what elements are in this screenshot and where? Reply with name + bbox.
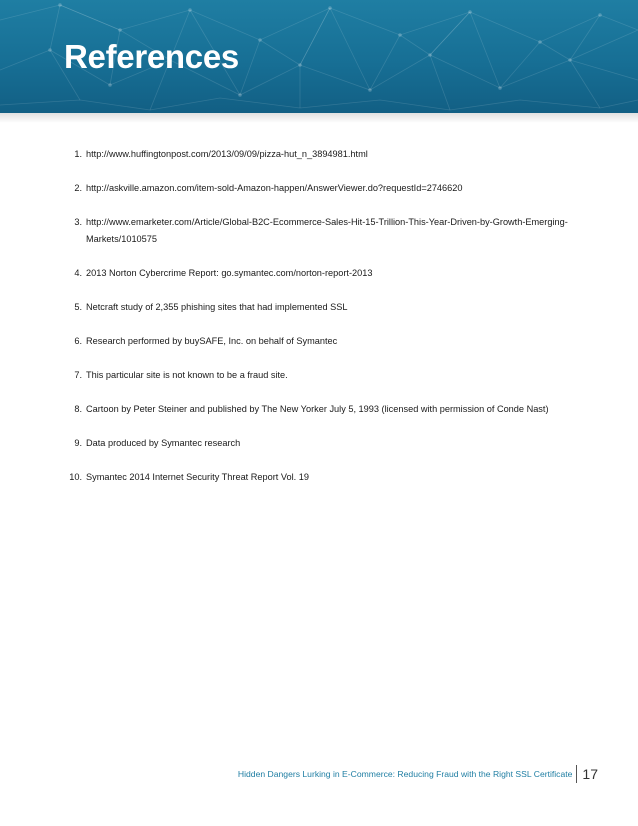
item-number: 10. — [69, 472, 82, 482]
item-number: 4. — [74, 268, 82, 278]
list-item — [0, 299, 638, 316]
banner-shadow — [0, 113, 638, 123]
item-number: 3. — [74, 217, 82, 227]
page-title: References — [64, 38, 239, 75]
item-text: http://askville.amazon.com/item-sold-Amazon-happen/AnswerViewer.do?requestId=2746620 — [86, 183, 463, 193]
references-list — [0, 146, 638, 503]
item-text: Cartoon by Peter Steiner and published by The New Yorker July 5, 1993 (licensed with permission of Conde Nast) — [86, 404, 549, 414]
list-item — [0, 265, 638, 282]
item-number: 8. — [74, 404, 82, 414]
list-item — [0, 367, 638, 384]
item-text: http://www.huffingtonpost.com/2013/09/09/pizza-hut_n_3894981.html — [86, 149, 368, 159]
item-text: Netcraft study of 2,355 phishing sites that had implemented SSL — [86, 302, 348, 312]
list-item — [0, 333, 638, 350]
list-item — [0, 214, 638, 248]
list-item — [0, 146, 638, 163]
list-item — [0, 180, 638, 197]
page-footer — [238, 765, 598, 783]
item-number: 5. — [74, 302, 82, 312]
item-text: Data produced by Symantec research — [86, 438, 241, 448]
item-number: 6. — [74, 336, 82, 346]
item-text: http://www.emarketer.com/Article/Global-B2C-Ecommerce-Sales-Hit-15-Trillion-This-Year-Driven-by-Growth-Emerging-Markets/1010575 — [86, 217, 568, 244]
item-number: 7. — [74, 370, 82, 380]
list-item — [0, 435, 638, 452]
header-banner — [0, 0, 638, 113]
footer-divider — [576, 765, 577, 783]
list-item — [0, 469, 638, 486]
page-number: 17 — [582, 766, 598, 782]
item-text: 2013 Norton Cybercrime Report: go.symantec.com/norton-report-2013 — [86, 268, 373, 278]
item-text: Research performed by buySAFE, Inc. on behalf of Symantec — [86, 336, 338, 346]
item-number: 9. — [74, 438, 82, 448]
item-text: This particular site is not known to be a fraud site. — [86, 370, 288, 380]
item-number: 2. — [74, 183, 82, 193]
item-text: Symantec 2014 Internet Security Threat Report Vol. 19 — [86, 472, 310, 482]
footer-document-title: Hidden Dangers Lurking in E-Commerce: Reducing Fraud with the Right SSL Certificate — [237, 769, 573, 779]
item-number: 1. — [74, 149, 82, 159]
list-item — [0, 401, 638, 418]
